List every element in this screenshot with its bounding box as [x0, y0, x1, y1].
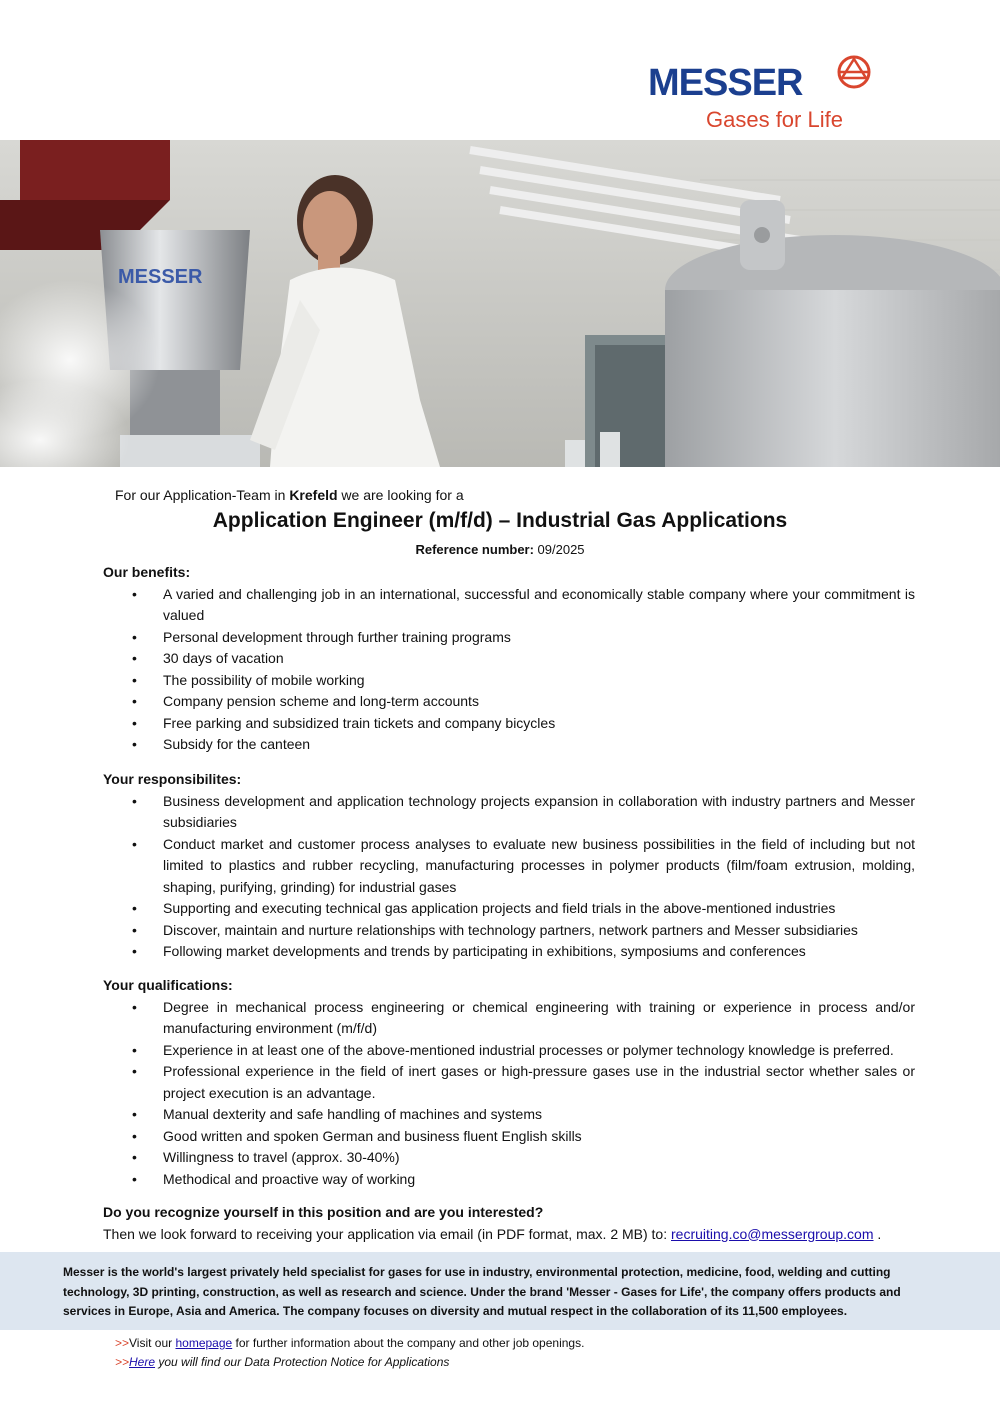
list-item: • Discover, maintain and nurture relationships with technology partners, network partners and Messer subsidiaries: [103, 920, 915, 942]
list-item: • Supporting and executing technical gas application projects and field trials in the above-mentioned industries: [103, 898, 915, 920]
company-logo: [648, 52, 888, 136]
list-item: • The possibility of mobile working: [103, 670, 915, 692]
application-cta: [103, 1202, 915, 1245]
responsibilities-heading: Your responsibilites:: [103, 771, 242, 787]
list-item: • Willingness to travel (approx. 30-40%): [103, 1147, 915, 1169]
logo-tagline: Gases for Life: [706, 107, 843, 132]
cta-text-line: [103, 1224, 915, 1246]
responsibilities-list: [103, 791, 915, 963]
visit-prefix: Visit our: [129, 1336, 176, 1350]
privacy-here-link[interactable]: Here: [129, 1355, 156, 1369]
intro-line: [115, 487, 464, 503]
list-item: • Following market developments and trends by participating in exhibitions, symposiums and conferences: [103, 941, 915, 963]
benefits-heading: Our benefits:: [103, 564, 191, 580]
job-title: Application Engineer (m/f/d) – Industrial Gas Applications: [212, 509, 788, 532]
cta-text: Then we look forward to receiving your application via email (in PDF format, max. 2 MB) to:: [103, 1225, 671, 1242]
list-item: • Degree in mechanical process engineering or chemical engineering with training or experience in process and/or manufacturing environment (m/f/d): [103, 997, 915, 1040]
benefits-section: [103, 562, 915, 756]
reference-label: Reference number:: [415, 542, 534, 557]
qualifications-heading: Your qualifications:: [103, 977, 233, 993]
list-item: • Professional experience in the field of inert gases or high-pressure gases use in the industrial sector whether sales or project execution is an advantage.: [103, 1061, 915, 1104]
privacy-text: you will find our Data Protection Notice for Applications: [155, 1355, 450, 1369]
arrow-icon: >>: [115, 1336, 130, 1350]
visit-suffix: for further information about the company and other job openings.: [232, 1336, 585, 1350]
list-item: • Experience in at least one of the above-mentioned industrial processes or polymer technology knowledge is preferred.: [103, 1040, 915, 1062]
list-item: • Subsidy for the canteen: [103, 734, 915, 756]
hero-photo: [0, 140, 1000, 467]
qualifications-list: [103, 997, 915, 1191]
list-item: • Business development and application technology projects expansion in collaboration with industry partners and Messer subsidiaries: [103, 791, 915, 834]
intro-suffix: we are looking for a: [337, 487, 464, 503]
privacy-line: [115, 1355, 449, 1369]
cta-end: .: [873, 1225, 882, 1242]
homepage-line: [115, 1336, 584, 1350]
responsibilities-section: [103, 769, 915, 963]
list-item: • Company pension scheme and long-term accounts: [103, 691, 915, 713]
intro-prefix: For our Application-Team in: [115, 487, 290, 503]
list-item: • 30 days of vacation: [103, 648, 915, 670]
cta-heading: Do you recognize yourself in this position and are you interested?: [103, 1204, 544, 1220]
list-item: • A varied and challenging job in an international, successful and economically stable company where your commitment is valued: [103, 584, 915, 627]
homepage-link[interactable]: homepage: [175, 1336, 233, 1350]
list-item: • Personal development through further training programs: [103, 627, 915, 649]
reference-value: 09/2025: [533, 542, 585, 557]
arrow-icon: >>: [115, 1355, 130, 1369]
list-item: • Manual dexterity and safe handling of machines and systems: [103, 1104, 915, 1126]
list-item: • Methodical and proactive way of working: [103, 1169, 915, 1191]
email-link[interactable]: recruiting.co@messergroup.com: [671, 1225, 874, 1242]
qualifications-section: [103, 975, 915, 1190]
company-about-box: [0, 1252, 1000, 1330]
list-item: • Free parking and subsidized train tickets and company bicycles: [103, 713, 915, 735]
list-item: • Conduct market and customer process analyses to evaluate new business possibilities in the field of including but not limited to plastics and rubber recycling, manufacturing processes in polymer products (film/foam extrusion, molding, shaping, purifying, grinding) for industrial gases: [103, 834, 915, 899]
logo-wordmark: MESSER: [648, 62, 803, 104]
list-item: • Good written and spoken German and business fluent English skills: [103, 1126, 915, 1148]
lab-photo-icon: [0, 140, 1000, 467]
location: Krefeld: [289, 487, 338, 503]
company-about-text: Messer is the world's largest privately held specialist for gases for use in industry, environmental protection, medicine, food, welding and cutting technology, 3D printing, construction, as well as research and science. Under the brand 'Messer - Gases for Life', the company offers products and services in Europe, Asia and America. The company focuses on diversity and mutual respect in the collaboration of its 11,500 employees.: [63, 1265, 901, 1318]
vessel-logo: MESSER: [118, 266, 203, 288]
messer-emblem-icon: [836, 54, 872, 90]
benefits-list: [103, 584, 915, 756]
reference-number: [0, 542, 1000, 557]
